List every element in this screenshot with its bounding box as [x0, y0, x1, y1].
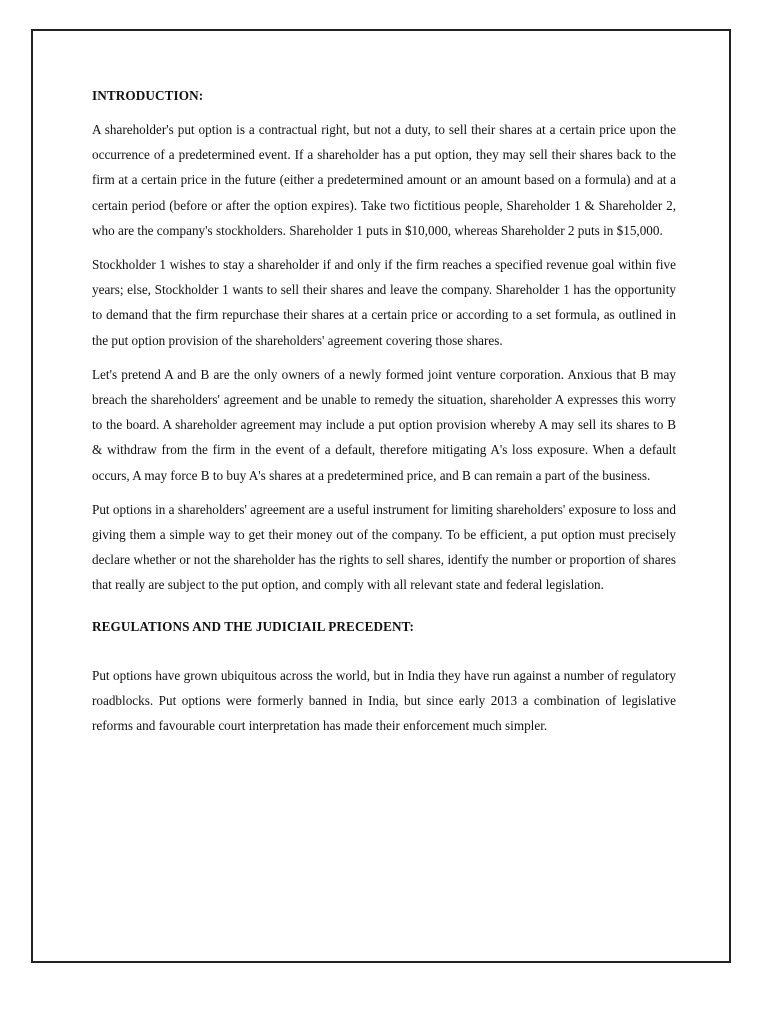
intro-paragraph-2: Stockholder 1 wishes to stay a shareholder if and only if the firm reaches a specified revenue goal within five years; else, Stockholder 1 wants to sell their shares and leave the company. Shareholder 1 has the opportunity to demand that the firm repurchase their shares at a certain price or according to a set formula, as outlined in the put option provision of the shareholders' agreement covering those shares.	[92, 257, 676, 348]
regulations-paragraph-1: Put options have grown ubiquitous across the world, but in India they have run against a number of regulatory roadblocks. Put options were formerly banned in India, but since early 2013 a combination of legislative reforms and favourable court interpretation has made their enforcement much simpler.	[92, 667, 676, 734]
intro-paragraph-1: A shareholder's put option is a contractual right, but not a duty, to sell their shares at a certain price upon the occurrence of a predetermined event. If a shareholder has a put option, they may sell their shares back to the firm at a certain price in the future (either a predetermined amount or an amount based on a formula) and at a certain period (before or after the option expires). Take two fictitious people, Shareholder 1 & Shareholder 2, who are the company's stockholders. Shareholder 1 puts in $10,000, whereas Shareholder 2 puts in $15,000.	[92, 122, 676, 238]
intro-paragraph-4: Put options in a shareholders' agreement are a useful instrument for limiting shareholders' exposure to loss and giving them a simple way to get their money out of the company. To be efficient, a put option must precisely declare whether or not the shareholder has the rights to sell shares, identify the number or proportion of shares that really are subject to the put option, and comply with all relevant state and federal legislation.	[92, 501, 676, 593]
introduction-heading: INTRODUCTION:	[92, 88, 204, 103]
intro-paragraph-3: Let's pretend A and B are the only owners of a newly formed joint venture corporation. Anxious that B may breach the shareholders' agreement and be unable to remedy the situation, shareholder A expresses this worry to the board. A shareholder agreement may include a put option provision whereby A may sell its shares to B & withdraw from the firm in the event of a default, therefore mitigating A's loss exposure. When a default occurs, A may force B to buy A's shares at a predetermined price, and B can remain a part of the business.	[92, 366, 676, 483]
regulations-heading: REGULATIONS AND THE JUDICIAIL PRECEDENT:	[92, 618, 415, 634]
document-body	[92, 83, 676, 747]
